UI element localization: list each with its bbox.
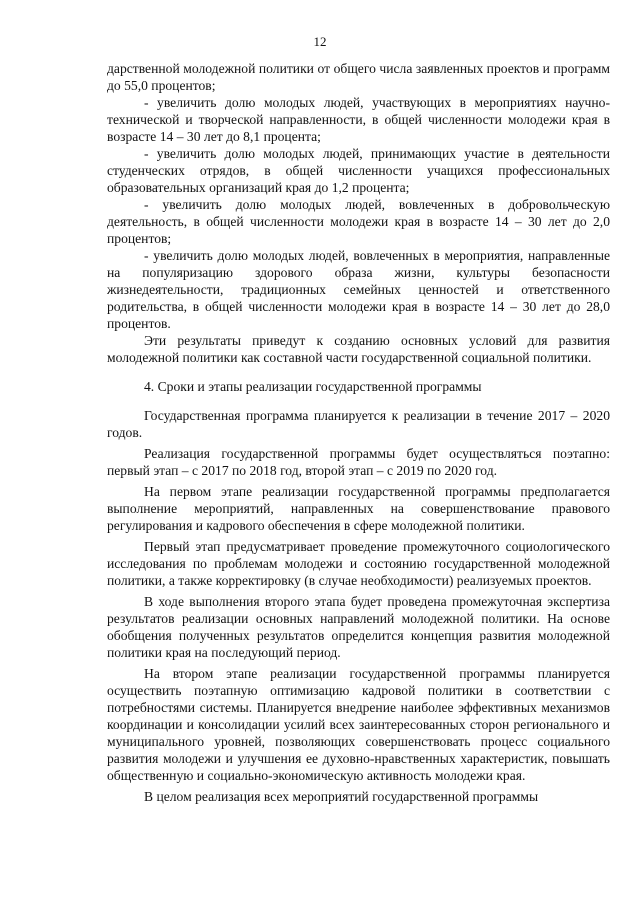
section-heading: 4. Сроки и этапы реализации государственной программы [144, 379, 482, 394]
paragraph-second-stage-expertise: В ходе выполнения второго этапа будет проведена промежуточная экспертиза результатов реализации основных направлений молодежной политики. На основе обобщения полученных результатов определится концепция развития молодежной политики края на последующий период. [107, 594, 610, 660]
paragraph-stages: Реализация государственной программы будет осуществляться поэтапно: первый этап – с 2017 по 2018 год, второй этап – с 2019 по 2020 год. [107, 446, 610, 478]
paragraph-overall: В целом реализация всех мероприятий государственной программы [144, 789, 539, 804]
list-item-healthy-lifestyle: - увеличить долю молодых людей, вовлеченных в мероприятия, направленные на популяризацию здорового образа жизни, культуры безопасности жизнедеятельности, традиционных семейных ценностей и ответственного родительства, в общей численности молодежи края в возрасте 14 – 30 лет до 28,0 процентов. [107, 248, 610, 331]
document-body [107, 60, 610, 809]
paragraph-second-stage-optimization: На втором этапе реализации государственной программы планируется осуществить поэтапную оптимизацию кадровой политики в соответствии с потребностями системы. Планируется внедрение наиболее эффективных механизмов координации и консолидации усилий всех заинтересованных сторон регионального и муниципального уровней, позволяющих совершенствовать процесс социального развития молодежи и улучшения ее духовно-нравственных характеристик, повышать общественную и социально-экономическую активность молодежи края. [107, 666, 610, 783]
paragraph-first-stage: На первом этапе реализации государственной программы предполагается выполнение мероприятий, направленных на совершенствование правового регулирования и кадрового обеспечения в сфере молодежной политики. [107, 484, 610, 533]
paragraph-continued: дарственной молодежной политики от общего числа заявленных проектов и программ до 55,0 процентов; [107, 61, 610, 93]
paragraph-timeframe: Государственная программа планируется к реализации в течение 2017 – 2020 годов. [107, 408, 610, 440]
paragraph-results: Эти результаты приведут к созданию основных условий для развития молодежной политики как составной части государственной социальной политики. [107, 333, 610, 365]
list-item-student-squads: - увеличить долю молодых людей, принимающих участие в деятельности студенческих отрядов, в общей численности учащихся профессиональных образовательных организаций края до 1,2 процента; [107, 146, 610, 195]
list-item-volunteering: - увеличить долю молодых людей, вовлеченных в добровольческую деятельность, в общей численности молодежи края в возрасте 14 – 30 лет до 2,0 процентов; [107, 197, 610, 246]
page-number: 12 [313, 34, 327, 49]
paragraph-first-stage-research: Первый этап предусматривает проведение промежуточного социологического исследования по проблемам молодежи и состоянию государственной молодежной политики, а также корректировку (в случае необходимости) реализуемых проектов. [107, 539, 610, 588]
list-item-scientific-technical: - увеличить долю молодых людей, участвующих в мероприятиях научно-технической и творческой направленности, в общей численности молодежи края в возрасте 14 – 30 лет до 8,1 процента; [107, 95, 610, 144]
